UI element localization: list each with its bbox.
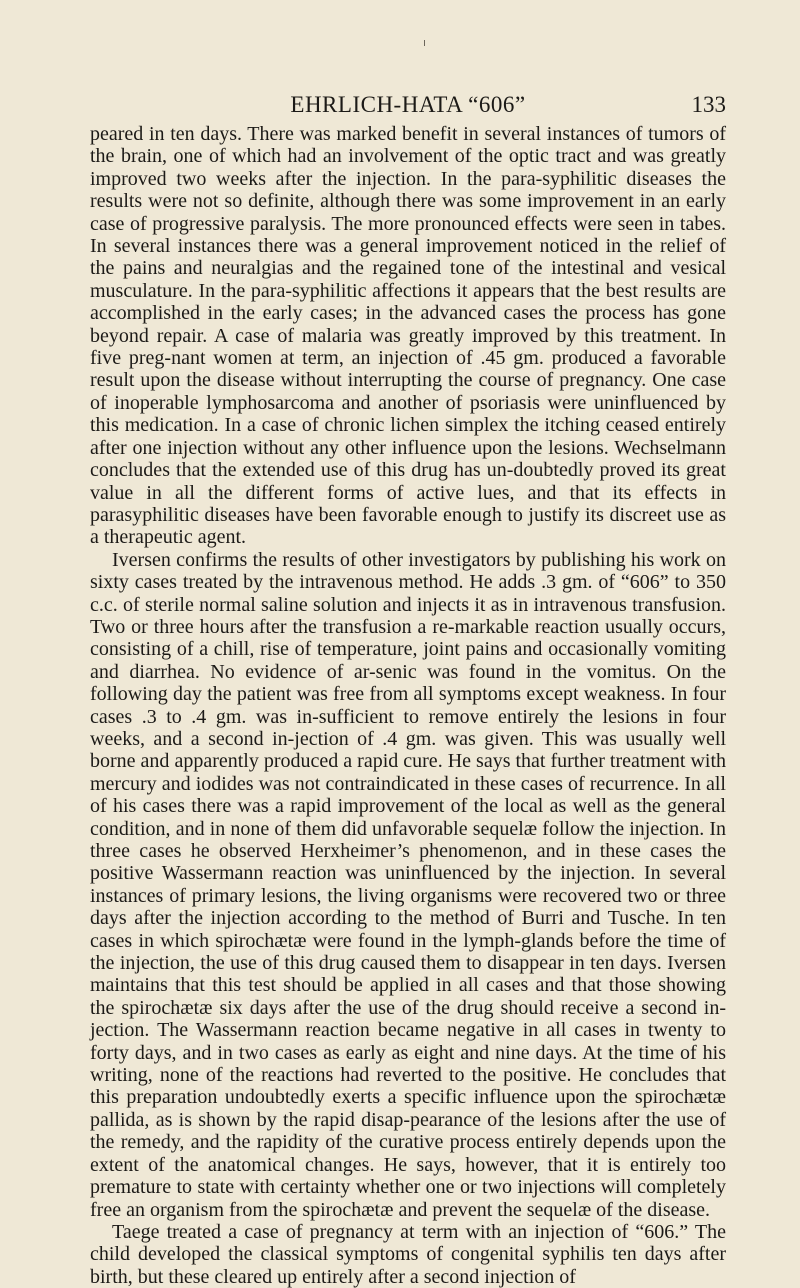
page-header [90, 86, 726, 126]
running-title: EHRLICH-HATA “606” [290, 92, 526, 117]
paragraph: peared in ten days. There was marked benefit in several instances of tumors of the brain, one of which had an involvement of the optic tract and was greatly improved two weeks after the injection. In the para-syphilitic diseases the results were not so definite, although there was some improvement in an early case of progressive paralysis. The more pronounced effects were seen in tabes. In several instances there was a general improvement noticed in the relief of the pains and neuralgias and the regained tone of the intestinal and vesical musculature. In the para-syphilitic affections it appears that the best results are accomplished in the early cases; in the advanced cases the process has gone beyond repair. A case of malaria was greatly improved by this treatment. In five preg-nant women at term, an injection of .45 gm. produced a favorable result upon the disease without interrupting the course of pregnancy. One case of inoperable lymphosarcoma and another of psoriasis were uninfluenced by this medication. In a case of chronic lichen simplex the itching ceased entirely after one injection without any other influence upon the lesions. Wechselmann concludes that the extended use of this drug has un-doubtedly proved its great value in all the different forms of active lues, and that its effects in parasyphilitic diseases have been favorable enough to justify its discreet use as a therapeutic agent. [90, 123, 726, 549]
body-text [90, 123, 726, 1288]
paragraph: Iversen confirms the results of other investigators by publishing his work on sixty cases treated by the intravenous method. He adds .3 gm. of “606” to 350 c.c. of sterile normal saline solution and injects it as in intravenous transfusion. Two or three hours after the transfusion a re-markable reaction usually occurs, consisting of a chill, rise of temperature, joint pains and occasionally vomiting and diarrhea. No evidence of ar-senic was found in the vomitus. On the following day the patient was free from all symptoms except weakness. In four cases .3 to .4 gm. was in-sufficient to remove entirely the lesions in four weeks, and a second in-jection of .4 gm. was given. This was usually well borne and apparently produced a rapid cure. He says that further treatment with mercury and iodides was not contraindicated in these cases of recurrence. In all of his cases there was a rapid improvement of the local as well as the general condition, and in none of them did unfavorable sequelæ follow the injection. In three cases he observed Herxheimer’s phenomenon, and in these cases the positive Wassermann reaction was uninfluenced by the injection. In several instances of primary lesions, the living organisms were recovered two or three days after the injection according to the method of Burri and Tusche. In ten cases in which spirochætæ were found in the lymph-glands before the time of the injection, the use of this drug caused them to disappear in ten days. Iversen maintains that this test should be applied in all cases and that those showing the spirochætæ six days after the use of the drug should receive a second in-jection. The Wassermann reaction became negative in all cases in twenty to forty days, and in two cases as early as eight and nine days. At the time of his writing, none of the reactions had reverted to the positive. He concludes that this preparation undoubtedly exerts a specific influence upon the spirochætæ pallida, as is shown by the rapid disap-pearance of the lesions after the use of the remedy, and the rapidity of the curative process entirely depends upon the extent of the anatomical changes. He says, however, that it is entirely too premature to state with certainty whether one or two injections will completely free an organism from the spirochætæ and prevent the sequelæ of the disease. [90, 548, 726, 1221]
page-number: 133 [691, 92, 726, 117]
print-mark [424, 40, 425, 46]
paragraph: Taege treated a case of pregnancy at term with an injection of “606.” The child developed the classical symptoms of congenital syphilis ten days after birth, but these cleared up entirely after a second injection of [90, 1220, 726, 1288]
